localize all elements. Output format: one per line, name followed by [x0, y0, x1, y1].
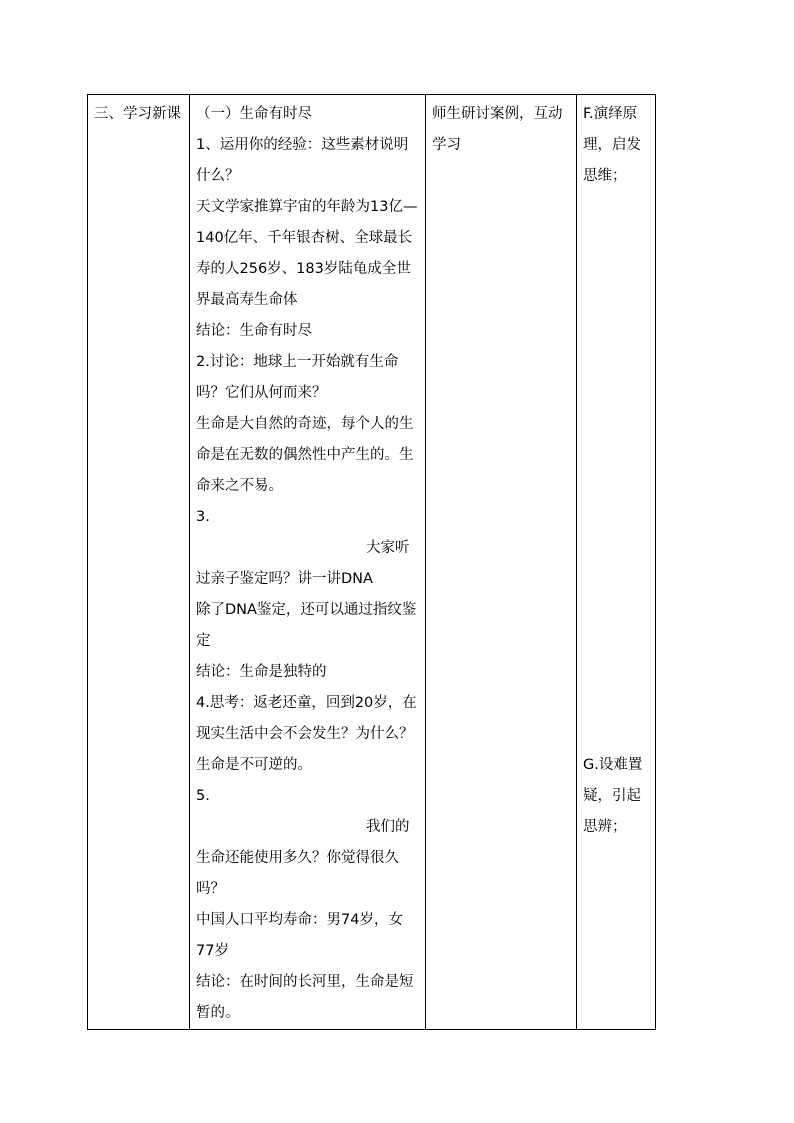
- lesson-plan-table: [87, 94, 656, 1030]
- content-line: [196, 502, 420, 533]
- content-line: 大家听过亲子鉴定吗？讲一讲DNA: [196, 540, 410, 587]
- content-line: 结论：生命是独特的: [196, 664, 327, 680]
- spacer: [583, 192, 650, 750]
- content-line: 我们的生命还能使用多久？你觉得很久吗？: [196, 819, 410, 897]
- content-line: 2.讨论：地球上一开始就有生命吗？它们从何而来？: [196, 354, 399, 401]
- table-row: [88, 95, 656, 1030]
- content-line: 天文学家推算宇宙的年龄为13亿—140亿年、千年银杏树、全球最长寿的人256岁、183岁陆龟成全世界最高寿生命体: [196, 199, 418, 308]
- item-number: 5.: [196, 788, 210, 804]
- content-line: 1、运用你的经验：这些素材说明什么？: [196, 137, 409, 184]
- section-label: 三、学习新课: [94, 106, 181, 122]
- content-line: 中国人口平均寿命：男74岁，女77岁: [196, 912, 403, 959]
- activity-cell: [426, 95, 577, 1030]
- section-cell: [88, 95, 190, 1030]
- content-line: [196, 781, 420, 812]
- content-line: 结论：在时间的长河里，生命是短暂的。: [196, 974, 414, 1021]
- method-cell: [577, 95, 656, 1030]
- content-line: 生命是大自然的奇迹，每个人的生命是在无数的偶然性中产生的。生命来之不易。: [196, 416, 414, 494]
- method-text: G.设难置疑，引起思辨；: [583, 757, 643, 835]
- content-line: 4.思考：返老还童，回到20岁，在现实生活中会不会发生？为什么？: [196, 695, 417, 742]
- activity-text: 师生研讨案例，互动学习: [432, 106, 563, 153]
- content-line: 结论：生命有时尽: [196, 323, 312, 339]
- content-line: 除了DNA鉴定，还可以通过指纹鉴定: [196, 602, 417, 649]
- content-line: 生命是不可逆的。: [196, 757, 312, 773]
- content-heading: （一）生命有时尽: [196, 106, 312, 122]
- item-number: 3.: [196, 509, 210, 525]
- method-text: F.演绎原理，启发思维；: [583, 106, 641, 184]
- content-cell: [190, 95, 426, 1030]
